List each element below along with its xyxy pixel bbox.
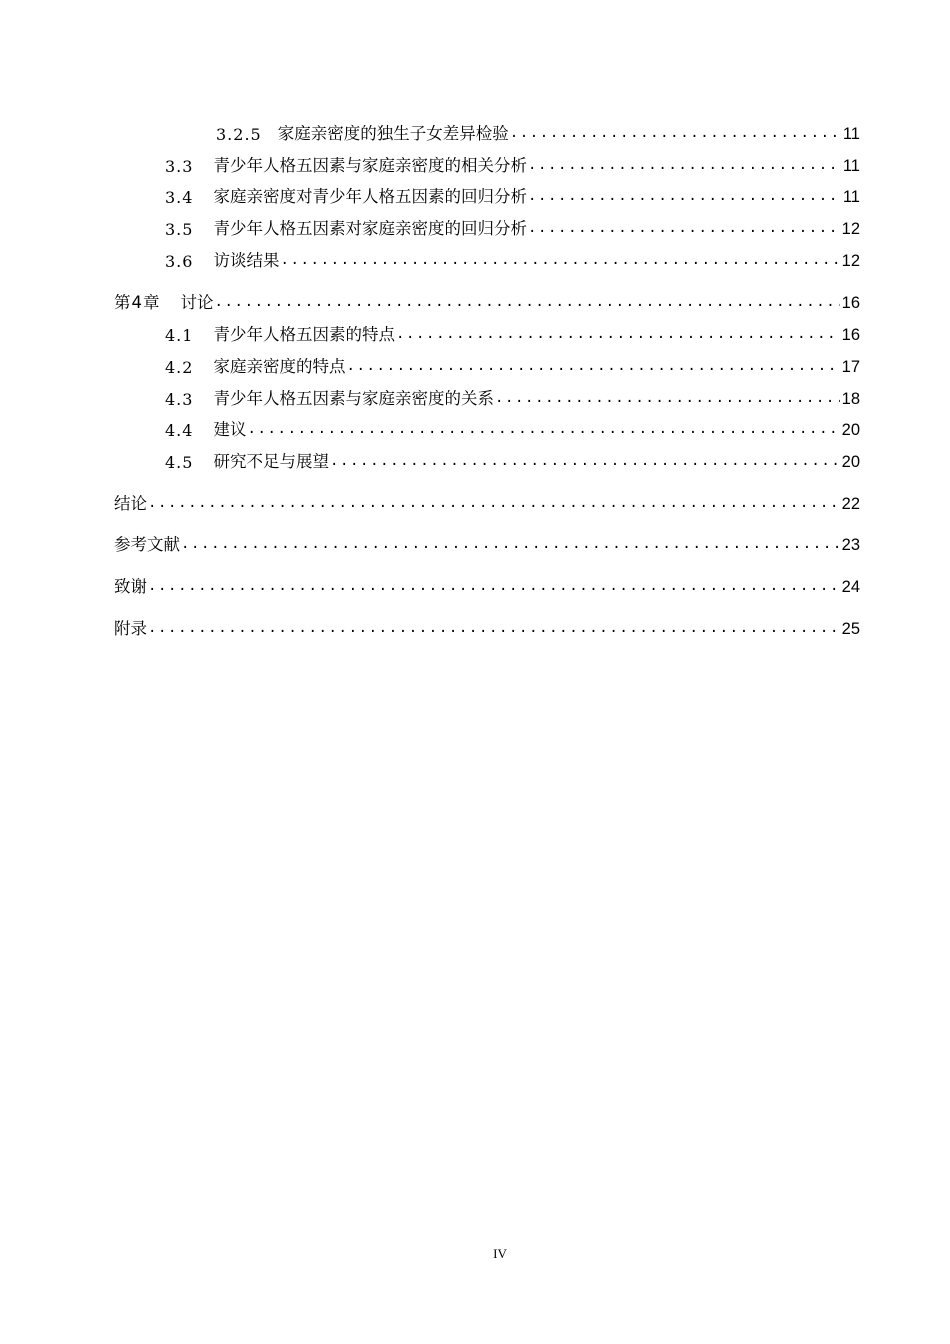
toc-entry-page: 12 — [841, 252, 860, 270]
toc-dot-leader — [528, 186, 841, 206]
toc-entry-title: 青少年人格五因素与家庭亲密度的关系 — [213, 389, 494, 408]
toc-entry-number: 3.4 — [165, 188, 194, 207]
toc-dot-leader — [148, 618, 840, 638]
toc-entry-4-2[interactable] — [165, 353, 860, 377]
toc-entry-page: 11 — [842, 188, 860, 206]
toc-entry-number: 3.5 — [165, 220, 194, 239]
toc-entry-title: 研究不足与展望 — [213, 452, 329, 471]
toc-section-title: 参考文献 — [114, 535, 180, 554]
toc-entry-page: 11 — [842, 157, 860, 175]
toc-entry-title: 家庭亲密度的独生子女差异检验 — [277, 124, 509, 143]
toc-dot-leader — [148, 493, 840, 513]
toc-dot-leader — [280, 250, 839, 270]
toc-dot-leader — [495, 388, 840, 408]
toc-entry-4-4[interactable] — [165, 416, 860, 440]
toc-entry-page: 25 — [841, 620, 860, 638]
toc-entry-page: 20 — [841, 421, 860, 439]
toc-entry-page: 16 — [841, 294, 860, 312]
toc-entry-4-3[interactable] — [165, 385, 860, 409]
toc-section-title: 结论 — [114, 494, 147, 513]
toc-entry-3-6[interactable] — [165, 247, 860, 271]
toc-entry-page: 17 — [841, 358, 860, 376]
toc-dot-leader — [215, 292, 840, 312]
toc-entry-number: 4.4 — [165, 421, 194, 440]
toc-entry-number: 4.1 — [165, 326, 194, 345]
toc-section-title: 附录 — [114, 619, 147, 638]
toc-entry-4-5[interactable] — [165, 448, 860, 472]
toc-chapter-title: 讨论 — [180, 293, 214, 312]
toc-dot-leader — [396, 324, 840, 344]
toc-entry-page: 11 — [842, 125, 860, 143]
toc-entry-page: 16 — [841, 326, 860, 344]
toc-entry-title: 访谈结果 — [213, 251, 280, 270]
toc-entry-page: 24 — [841, 578, 860, 596]
toc-dot-leader — [330, 451, 840, 471]
toc-entry-4-1[interactable] — [165, 321, 860, 345]
toc-entry-title: 青少年人格五因素的特点 — [213, 325, 395, 344]
toc-entry-3-4[interactable] — [165, 183, 860, 207]
toc-entry-number: 3.2.5 — [216, 125, 262, 144]
toc-entry-number: 3.3 — [165, 157, 194, 176]
toc-section-acknowledgements[interactable] — [114, 573, 860, 597]
toc-section-conclusion[interactable] — [114, 490, 860, 514]
toc-section-appendix[interactable] — [114, 615, 860, 639]
toc-dot-leader — [148, 576, 840, 596]
toc-entry-title: 青少年人格五因素与家庭亲密度的相关分析 — [213, 156, 527, 175]
toc-entry-number: 4.3 — [165, 390, 194, 409]
toc-entry-number: 4.2 — [165, 358, 194, 377]
toc-entry-page: 20 — [841, 453, 860, 471]
toc-dot-leader — [510, 123, 841, 143]
toc-dot-leader — [528, 155, 841, 175]
toc-entry-3-3[interactable] — [165, 152, 860, 176]
toc-entry-page: 23 — [841, 536, 860, 554]
toc-dot-leader — [346, 356, 839, 376]
page-number-footer: IV — [493, 1246, 507, 1261]
toc-entry-title: 家庭亲密度对青少年人格五因素的回归分析 — [213, 187, 527, 206]
toc-entry-title: 建议 — [213, 420, 247, 439]
toc-entry-page: 12 — [841, 220, 860, 238]
toc-dot-leader — [181, 534, 840, 554]
toc-entry-title: 家庭亲密度的特点 — [213, 357, 346, 376]
toc-entry-title: 青少年人格五因素对家庭亲密度的回归分析 — [213, 219, 527, 238]
toc-section-references[interactable] — [114, 531, 860, 555]
toc-entry-page: 18 — [841, 390, 860, 408]
toc-section-title: 致谢 — [114, 577, 147, 596]
toc-chapter-4[interactable] — [114, 289, 860, 313]
toc-dot-leader — [528, 218, 840, 238]
toc-entry-3-2-5[interactable] — [216, 120, 860, 144]
toc-entry-number: 4.5 — [165, 453, 194, 472]
toc-entry-number: 3.6 — [165, 252, 194, 271]
toc-entry-3-5[interactable] — [165, 215, 860, 239]
toc-entry-page: 22 — [841, 495, 860, 513]
toc-chapter-number: 第4章 — [114, 293, 161, 312]
toc-dot-leader — [247, 419, 839, 439]
